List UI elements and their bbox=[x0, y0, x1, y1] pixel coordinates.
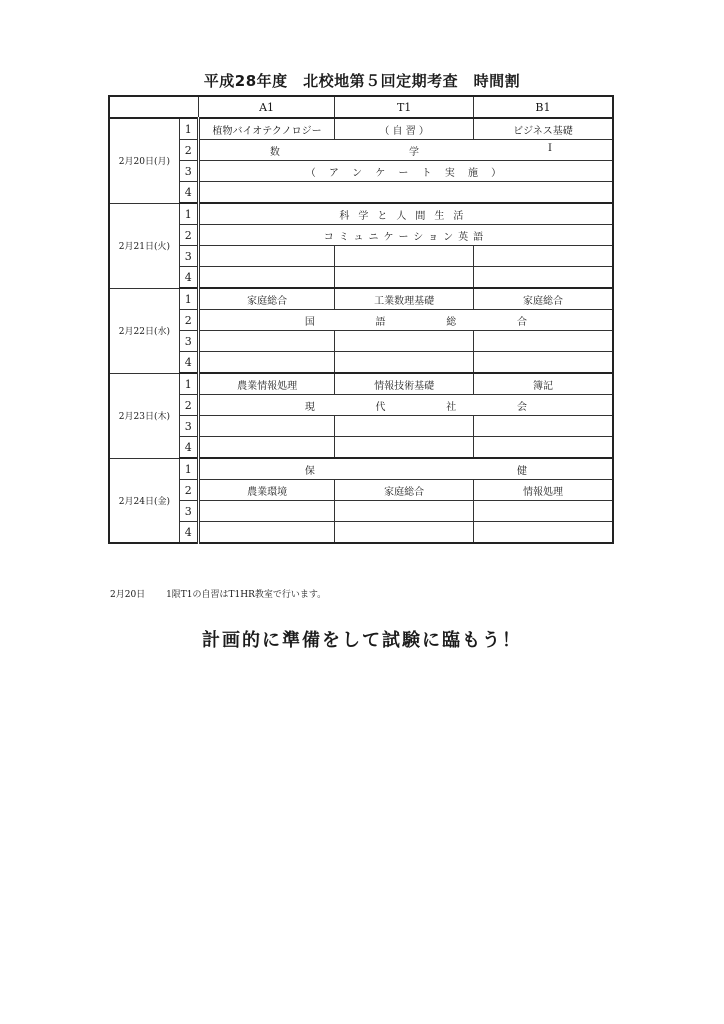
table-row bbox=[109, 458, 613, 480]
period-number: 4 bbox=[179, 352, 198, 374]
cell-t1 bbox=[335, 267, 474, 289]
cell-a1: 農業情報処理 bbox=[198, 373, 335, 395]
period-number: 4 bbox=[179, 437, 198, 459]
table-row bbox=[109, 203, 613, 225]
table-row bbox=[109, 522, 613, 544]
cell-t1: 家庭総合 bbox=[335, 480, 474, 501]
subject-part: 語 bbox=[375, 316, 386, 328]
cell-a1 bbox=[198, 246, 335, 267]
table-row bbox=[109, 225, 613, 246]
period-number: 2 bbox=[179, 395, 198, 416]
subject-part: 現 bbox=[304, 401, 315, 413]
cell-t1 bbox=[335, 522, 474, 544]
cell-a1: 農業環境 bbox=[198, 480, 335, 501]
cell-b1 bbox=[473, 331, 613, 352]
period-number: 2 bbox=[179, 480, 198, 501]
merged-subject-cell: コミュニケーション英語 bbox=[198, 225, 613, 246]
subject-part: Ⅰ bbox=[548, 142, 552, 154]
cell-t1: （ 自 習 ） bbox=[335, 118, 474, 140]
table-row bbox=[109, 161, 613, 182]
table-row bbox=[109, 182, 613, 204]
table-row bbox=[109, 373, 613, 395]
cell-b1 bbox=[473, 501, 613, 522]
merged-subject-cell bbox=[198, 140, 613, 161]
cell-b1 bbox=[473, 416, 613, 437]
table-row bbox=[109, 501, 613, 522]
table-row bbox=[109, 140, 613, 161]
page-title: 平成28年度 北校地第５回定期考査 時間割 bbox=[203, 72, 521, 90]
cell-t1 bbox=[335, 331, 474, 352]
table-row bbox=[109, 118, 613, 140]
cell-a1 bbox=[198, 437, 335, 459]
period-number: 1 bbox=[179, 118, 198, 140]
period-number: 4 bbox=[179, 522, 198, 544]
date-cell: 2月23日(木) bbox=[109, 373, 179, 458]
footnote-text: 1限T1の自習はT1HR教室で行います。 bbox=[166, 590, 327, 600]
table-row bbox=[109, 352, 613, 374]
cell-t1 bbox=[335, 501, 474, 522]
cell-t1 bbox=[335, 352, 474, 374]
header-row bbox=[109, 96, 613, 118]
period-number: 2 bbox=[179, 310, 198, 331]
cell-a1 bbox=[198, 522, 335, 544]
merged-subject-cell bbox=[198, 458, 613, 480]
table-row bbox=[109, 416, 613, 437]
table-row bbox=[109, 267, 613, 289]
subject-part: 健 bbox=[517, 465, 527, 477]
table-row bbox=[109, 246, 613, 267]
cell-b1: 簿記 bbox=[473, 373, 613, 395]
cell-b1 bbox=[473, 352, 613, 374]
cell-t1: 情報技術基礎 bbox=[335, 373, 474, 395]
cell-b1 bbox=[473, 522, 613, 544]
period-number: 3 bbox=[179, 161, 198, 182]
period-number: 4 bbox=[179, 182, 198, 204]
period-number: 1 bbox=[179, 458, 198, 480]
cell-a1 bbox=[198, 267, 335, 289]
cell-a1 bbox=[198, 416, 335, 437]
cell-b1 bbox=[473, 437, 613, 459]
header-a1: A1 bbox=[198, 96, 335, 118]
cell-b1: 情報処理 bbox=[473, 480, 613, 501]
cell-b1 bbox=[473, 267, 613, 289]
merged-subject-cell bbox=[198, 310, 613, 331]
header-blank-cell bbox=[109, 96, 198, 118]
header-b1: B1 bbox=[473, 96, 613, 118]
subject-part: 合 bbox=[516, 316, 527, 328]
table-row bbox=[109, 437, 613, 459]
cell-a1 bbox=[198, 501, 335, 522]
footnote-date: 2月20日 bbox=[110, 590, 146, 600]
date-cell: 2月21日(火) bbox=[109, 203, 179, 288]
cell-a1 bbox=[198, 352, 335, 374]
table-row bbox=[109, 480, 613, 501]
cell-t1 bbox=[335, 416, 474, 437]
timetable bbox=[108, 95, 614, 544]
merged-subject-cell: （ ア ン ケ ー ト 実 施 ） bbox=[198, 161, 613, 182]
slogan: 計画的に準備をして試験に臨もう！ bbox=[202, 630, 522, 651]
table-row bbox=[109, 288, 613, 310]
subject-part: 学 bbox=[408, 146, 419, 158]
cell-t1: 工業数理基礎 bbox=[335, 288, 474, 310]
subject-part: 代 bbox=[375, 401, 386, 413]
subject-part: 総 bbox=[446, 316, 457, 328]
period-number: 3 bbox=[179, 501, 198, 522]
cell-b1: ビジネス基礎 bbox=[473, 118, 613, 140]
subject-part: 数 bbox=[269, 146, 280, 158]
cell-a1 bbox=[198, 331, 335, 352]
merged-subject-cell: 科学と人間生活 bbox=[198, 203, 613, 225]
period-number: 3 bbox=[179, 331, 198, 352]
period-number: 1 bbox=[179, 373, 198, 395]
subject-part: 社 bbox=[446, 401, 457, 413]
period-number: 4 bbox=[179, 267, 198, 289]
subject-part: 会 bbox=[516, 401, 527, 413]
cell-b1 bbox=[473, 246, 613, 267]
period-number: 3 bbox=[179, 416, 198, 437]
merged-subject-cell bbox=[198, 395, 613, 416]
subject-part: 保 bbox=[304, 465, 315, 477]
period-number: 2 bbox=[179, 140, 198, 161]
cell-t1 bbox=[335, 437, 474, 459]
table-row bbox=[109, 310, 613, 331]
cell-a1: 植物バイオテクノロジー bbox=[198, 118, 335, 140]
cell-t1 bbox=[335, 246, 474, 267]
header-t1: T1 bbox=[335, 96, 474, 118]
date-cell: 2月24日(金) bbox=[109, 458, 179, 543]
table-row bbox=[109, 395, 613, 416]
cell-b1: 家庭総合 bbox=[473, 288, 613, 310]
date-cell: 2月22日(水) bbox=[109, 288, 179, 373]
period-number: 2 bbox=[179, 225, 198, 246]
period-number: 3 bbox=[179, 246, 198, 267]
merged-subject-cell bbox=[198, 182, 613, 204]
period-number: 1 bbox=[179, 203, 198, 225]
table-row bbox=[109, 331, 613, 352]
footnote bbox=[110, 587, 344, 600]
period-number: 1 bbox=[179, 288, 198, 310]
date-cell: 2月20日(月) bbox=[109, 118, 179, 203]
subject-part: 国 bbox=[304, 316, 315, 328]
cell-a1: 家庭総合 bbox=[198, 288, 335, 310]
